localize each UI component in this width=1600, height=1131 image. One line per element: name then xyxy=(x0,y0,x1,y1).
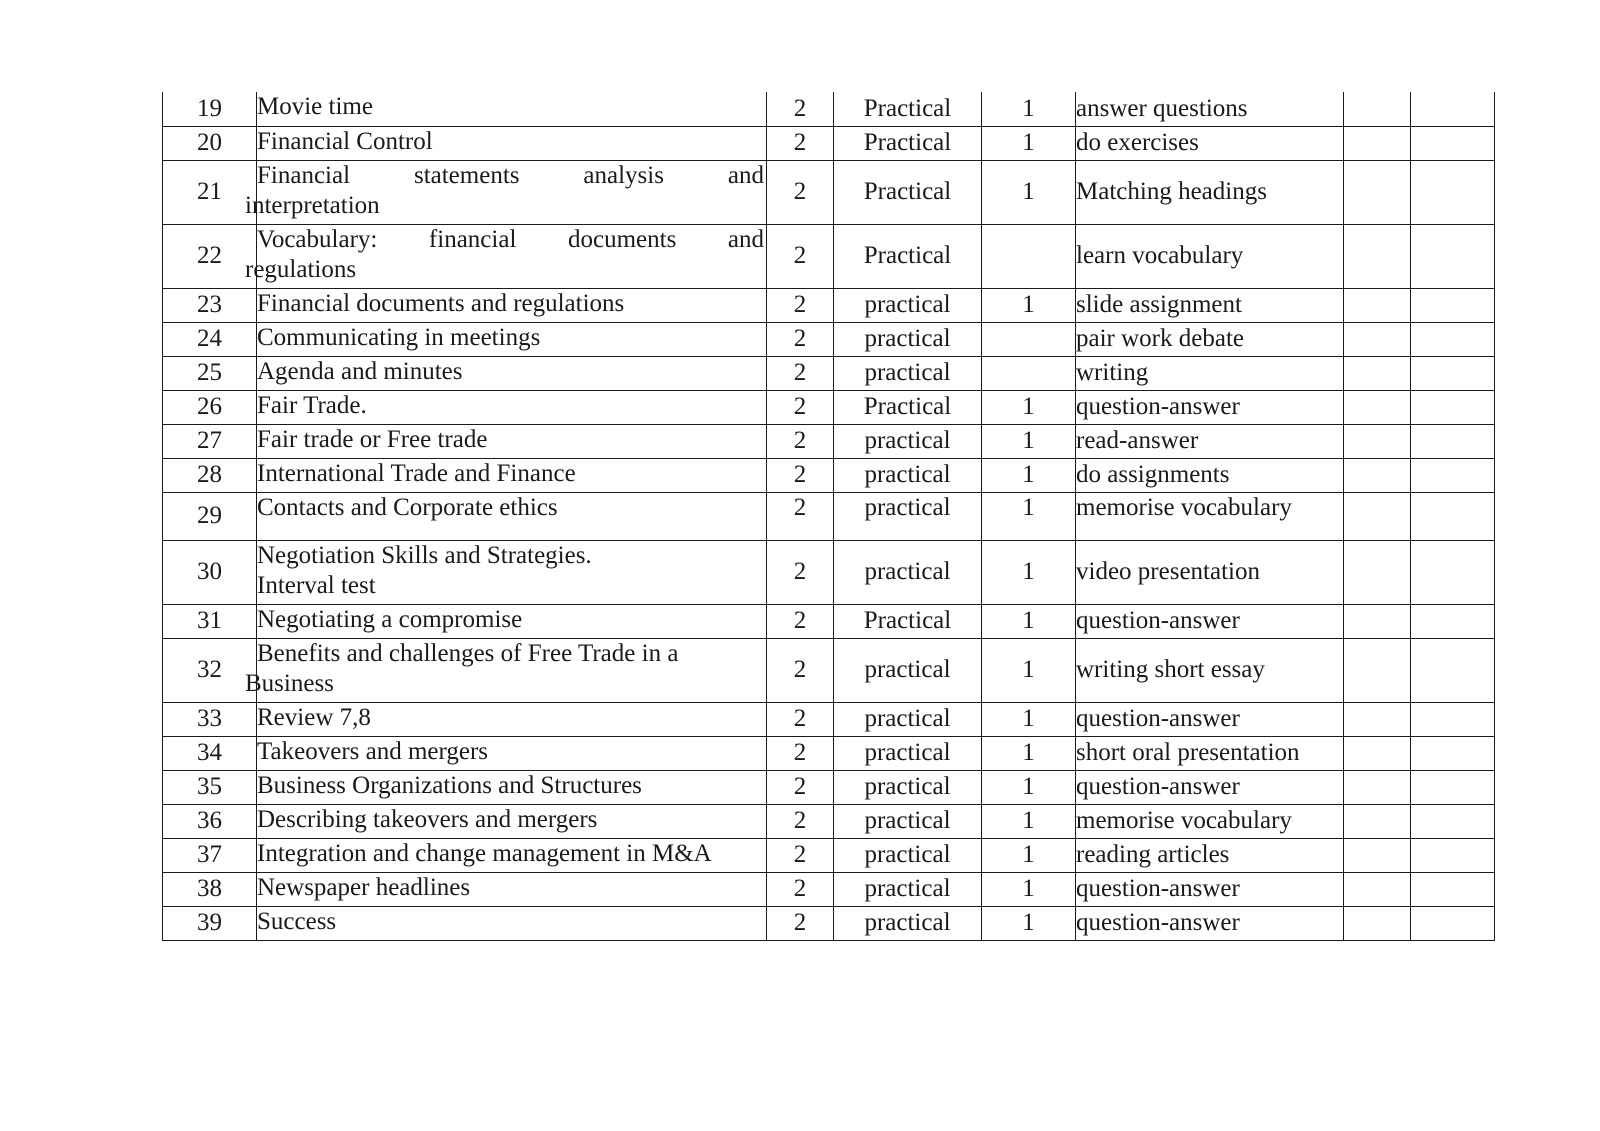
topic-text: Negotiation Skills and Strategies. xyxy=(257,541,592,569)
topic-text-continued: interpretation xyxy=(245,191,380,219)
empty-cell xyxy=(1344,356,1411,390)
empty-cell xyxy=(1344,838,1411,872)
empty-cell xyxy=(1344,390,1411,424)
table-row xyxy=(163,702,1495,736)
topic-cell xyxy=(257,838,767,872)
hours-cell: 2 xyxy=(767,288,834,322)
row-number: 32 xyxy=(163,638,257,702)
table-row xyxy=(163,224,1495,288)
topic-cell xyxy=(257,736,767,770)
empty-cell xyxy=(1411,736,1495,770)
task-cell: do exercises xyxy=(1076,126,1344,160)
empty-cell xyxy=(1344,126,1411,160)
topic-cell xyxy=(257,872,767,906)
hours-cell: 2 xyxy=(767,390,834,424)
type-cell: practical xyxy=(834,458,982,492)
row-number: 38 xyxy=(163,872,257,906)
empty-cell xyxy=(1344,288,1411,322)
row-number: 30 xyxy=(163,540,257,604)
empty-cell xyxy=(1344,160,1411,224)
row-number: 24 xyxy=(163,322,257,356)
empty-cell xyxy=(1344,92,1411,126)
credit-cell xyxy=(982,356,1076,390)
empty-cell xyxy=(1411,126,1495,160)
type-cell: practical xyxy=(834,288,982,322)
row-number: 28 xyxy=(163,458,257,492)
empty-cell xyxy=(1344,424,1411,458)
hours-cell: 2 xyxy=(767,702,834,736)
table-row xyxy=(163,160,1495,224)
hours-cell: 2 xyxy=(767,770,834,804)
type-cell: practical xyxy=(834,838,982,872)
syllabus-table xyxy=(162,92,1495,941)
table-row xyxy=(163,288,1495,322)
empty-cell xyxy=(1411,804,1495,838)
task-cell: writing short essay xyxy=(1076,638,1344,702)
topic-cell xyxy=(245,160,767,224)
empty-cell xyxy=(1411,838,1495,872)
empty-cell xyxy=(1411,356,1495,390)
empty-cell xyxy=(1411,92,1495,126)
type-cell: practical xyxy=(834,736,982,770)
empty-cell xyxy=(1344,458,1411,492)
empty-cell xyxy=(1344,804,1411,838)
credit-cell: 1 xyxy=(982,770,1076,804)
topic-text-continued: Interval test xyxy=(257,571,376,599)
hours-cell: 2 xyxy=(767,92,834,126)
empty-cell xyxy=(1344,906,1411,940)
table-row xyxy=(163,872,1495,906)
topic-cell xyxy=(245,638,767,702)
credit-cell: 1 xyxy=(982,540,1076,604)
empty-cell xyxy=(1411,492,1495,540)
row-number: 22 xyxy=(163,224,257,288)
row-number: 39 xyxy=(163,906,257,940)
empty-cell xyxy=(1411,872,1495,906)
topic-cell xyxy=(257,540,767,604)
table-row xyxy=(163,424,1495,458)
credit-cell: 1 xyxy=(982,872,1076,906)
task-cell: question-answer xyxy=(1076,702,1344,736)
task-cell: question-answer xyxy=(1076,906,1344,940)
type-cell: practical xyxy=(834,356,982,390)
task-cell: slide assignment xyxy=(1076,288,1344,322)
task-cell: memorise vocabulary xyxy=(1076,804,1344,838)
topic-text: Financial documents and regulations xyxy=(257,289,625,317)
topic-cell xyxy=(257,126,767,160)
topic-text: Review 7,8 xyxy=(257,703,371,731)
topic-text: Takeovers and mergers xyxy=(257,737,489,765)
topic-cell xyxy=(245,224,767,288)
empty-cell xyxy=(1411,224,1495,288)
table-row xyxy=(163,838,1495,872)
table-row xyxy=(163,92,1495,126)
row-number: 26 xyxy=(163,390,257,424)
table-row xyxy=(163,458,1495,492)
type-cell: practical xyxy=(834,492,982,540)
topic-text: Movie time xyxy=(257,93,373,120)
credit-cell: 1 xyxy=(982,126,1076,160)
empty-cell xyxy=(1344,702,1411,736)
row-number: 36 xyxy=(163,804,257,838)
table-row xyxy=(163,322,1495,356)
topic-text: International Trade and Finance xyxy=(257,459,576,487)
empty-cell xyxy=(1344,604,1411,638)
topic-text: Business Organizations and Structures xyxy=(257,771,642,799)
topic-text: Financial statements analysis and xyxy=(257,161,764,189)
topic-cell xyxy=(257,322,767,356)
hours-cell: 2 xyxy=(767,356,834,390)
topic-text: Describing takeovers and mergers xyxy=(257,805,598,833)
empty-cell xyxy=(1411,160,1495,224)
row-number: 21 xyxy=(163,160,257,224)
type-cell: Practical xyxy=(834,92,982,126)
credit-cell: 1 xyxy=(982,288,1076,322)
credit-cell: 1 xyxy=(982,604,1076,638)
row-number: 19 xyxy=(163,92,257,126)
hours-cell: 2 xyxy=(767,736,834,770)
task-cell: read-answer xyxy=(1076,424,1344,458)
topic-cell xyxy=(257,702,767,736)
hours-cell: 2 xyxy=(767,424,834,458)
credit-cell: 1 xyxy=(982,638,1076,702)
type-cell: practical xyxy=(834,424,982,458)
credit-cell: 1 xyxy=(982,838,1076,872)
empty-cell xyxy=(1344,638,1411,702)
task-cell: writing xyxy=(1076,356,1344,390)
task-cell: pair work debate xyxy=(1076,322,1344,356)
row-number: 25 xyxy=(163,356,257,390)
task-cell: learn vocabulary xyxy=(1076,224,1344,288)
task-cell: answer questions xyxy=(1076,92,1344,126)
empty-cell xyxy=(1344,770,1411,804)
empty-cell xyxy=(1411,770,1495,804)
topic-text: Fair trade or Free trade xyxy=(257,425,488,453)
credit-cell: 1 xyxy=(982,702,1076,736)
task-cell: reading articles xyxy=(1076,838,1344,872)
empty-cell xyxy=(1344,224,1411,288)
type-cell: Practical xyxy=(834,604,982,638)
table-row xyxy=(163,638,1495,702)
empty-cell xyxy=(1411,702,1495,736)
row-number: 29 xyxy=(163,492,257,540)
topic-cell xyxy=(257,92,767,126)
type-cell: practical xyxy=(834,540,982,604)
hours-cell: 2 xyxy=(767,804,834,838)
empty-cell xyxy=(1411,604,1495,638)
row-number: 23 xyxy=(163,288,257,322)
table-row xyxy=(163,126,1495,160)
table-row xyxy=(163,770,1495,804)
empty-cell xyxy=(1411,906,1495,940)
empty-cell xyxy=(1344,736,1411,770)
empty-cell xyxy=(1344,540,1411,604)
credit-cell: 1 xyxy=(982,424,1076,458)
credit-cell: 1 xyxy=(982,390,1076,424)
table-row xyxy=(163,492,1495,540)
topic-text: Financial Control xyxy=(257,127,433,155)
row-number: 20 xyxy=(163,126,257,160)
empty-cell xyxy=(1344,492,1411,540)
empty-cell xyxy=(1411,638,1495,702)
table-row xyxy=(163,540,1495,604)
hours-cell: 2 xyxy=(767,604,834,638)
topic-text: Newspaper headlines xyxy=(257,873,471,901)
topic-cell xyxy=(257,288,767,322)
empty-cell xyxy=(1344,322,1411,356)
task-cell: short oral presentation xyxy=(1076,736,1344,770)
credit-cell: 1 xyxy=(982,492,1076,540)
empty-cell xyxy=(1411,322,1495,356)
topic-cell xyxy=(257,604,767,638)
table-row xyxy=(163,604,1495,638)
type-cell: Practical xyxy=(834,160,982,224)
topic-text: Success xyxy=(257,907,337,935)
table-row xyxy=(163,736,1495,770)
topic-text: Agenda and minutes xyxy=(257,357,463,385)
hours-cell: 2 xyxy=(767,126,834,160)
row-number: 31 xyxy=(163,604,257,638)
table-row xyxy=(163,356,1495,390)
credit-cell: 1 xyxy=(982,160,1076,224)
empty-cell xyxy=(1344,872,1411,906)
empty-cell xyxy=(1411,390,1495,424)
hours-cell: 2 xyxy=(767,872,834,906)
topic-text: Communicating in meetings xyxy=(257,323,541,351)
credit-cell xyxy=(982,224,1076,288)
type-cell: practical xyxy=(834,906,982,940)
row-number: 27 xyxy=(163,424,257,458)
credit-cell: 1 xyxy=(982,92,1076,126)
hours-cell: 2 xyxy=(767,838,834,872)
hours-cell: 2 xyxy=(767,458,834,492)
task-cell: question-answer xyxy=(1076,872,1344,906)
table-row xyxy=(163,906,1495,940)
row-number: 35 xyxy=(163,770,257,804)
type-cell: practical xyxy=(834,770,982,804)
hours-cell: 2 xyxy=(767,322,834,356)
topic-text-continued: regulations xyxy=(245,255,357,283)
topic-cell xyxy=(257,390,767,424)
topic-text-continued: Business xyxy=(245,669,334,697)
topic-cell xyxy=(257,458,767,492)
credit-cell xyxy=(982,322,1076,356)
topic-cell xyxy=(257,906,767,940)
credit-cell: 1 xyxy=(982,906,1076,940)
topic-cell xyxy=(257,424,767,458)
table-row xyxy=(163,390,1495,424)
topic-text: Integration and change management in M&A xyxy=(257,839,712,867)
type-cell: Practical xyxy=(834,390,982,424)
topic-cell xyxy=(257,770,767,804)
topic-cell xyxy=(257,356,767,390)
type-cell: practical xyxy=(834,638,982,702)
task-cell: do assignments xyxy=(1076,458,1344,492)
topic-text: Contacts and Corporate ethics xyxy=(257,493,558,521)
task-cell: video presentation xyxy=(1076,540,1344,604)
task-cell: memorise vocabulary xyxy=(1076,492,1344,540)
empty-cell xyxy=(1411,540,1495,604)
empty-cell xyxy=(1411,424,1495,458)
credit-cell: 1 xyxy=(982,804,1076,838)
hours-cell: 2 xyxy=(767,638,834,702)
row-number: 34 xyxy=(163,736,257,770)
hours-cell: 2 xyxy=(767,540,834,604)
table-row xyxy=(163,804,1495,838)
task-cell: question-answer xyxy=(1076,770,1344,804)
task-cell: question-answer xyxy=(1076,604,1344,638)
topic-text: Vocabulary: financial documents and xyxy=(257,225,764,253)
credit-cell: 1 xyxy=(982,736,1076,770)
hours-cell: 2 xyxy=(767,224,834,288)
type-cell: practical xyxy=(834,872,982,906)
type-cell: Practical xyxy=(834,224,982,288)
hours-cell: 2 xyxy=(767,160,834,224)
empty-cell xyxy=(1411,458,1495,492)
topic-text: Benefits and challenges of Free Trade in a xyxy=(257,639,679,667)
type-cell: practical xyxy=(834,322,982,356)
topic-cell xyxy=(257,492,767,540)
task-cell: question-answer xyxy=(1076,390,1344,424)
type-cell: Practical xyxy=(834,126,982,160)
topic-text: Fair Trade. xyxy=(257,391,367,419)
row-number: 33 xyxy=(163,702,257,736)
task-cell: Matching headings xyxy=(1076,160,1344,224)
credit-cell: 1 xyxy=(982,458,1076,492)
row-number: 37 xyxy=(163,838,257,872)
hours-cell: 2 xyxy=(767,906,834,940)
hours-cell: 2 xyxy=(767,492,834,540)
topic-cell xyxy=(257,804,767,838)
type-cell: practical xyxy=(834,804,982,838)
empty-cell xyxy=(1411,288,1495,322)
topic-text: Negotiating a compromise xyxy=(257,605,523,633)
type-cell: practical xyxy=(834,702,982,736)
